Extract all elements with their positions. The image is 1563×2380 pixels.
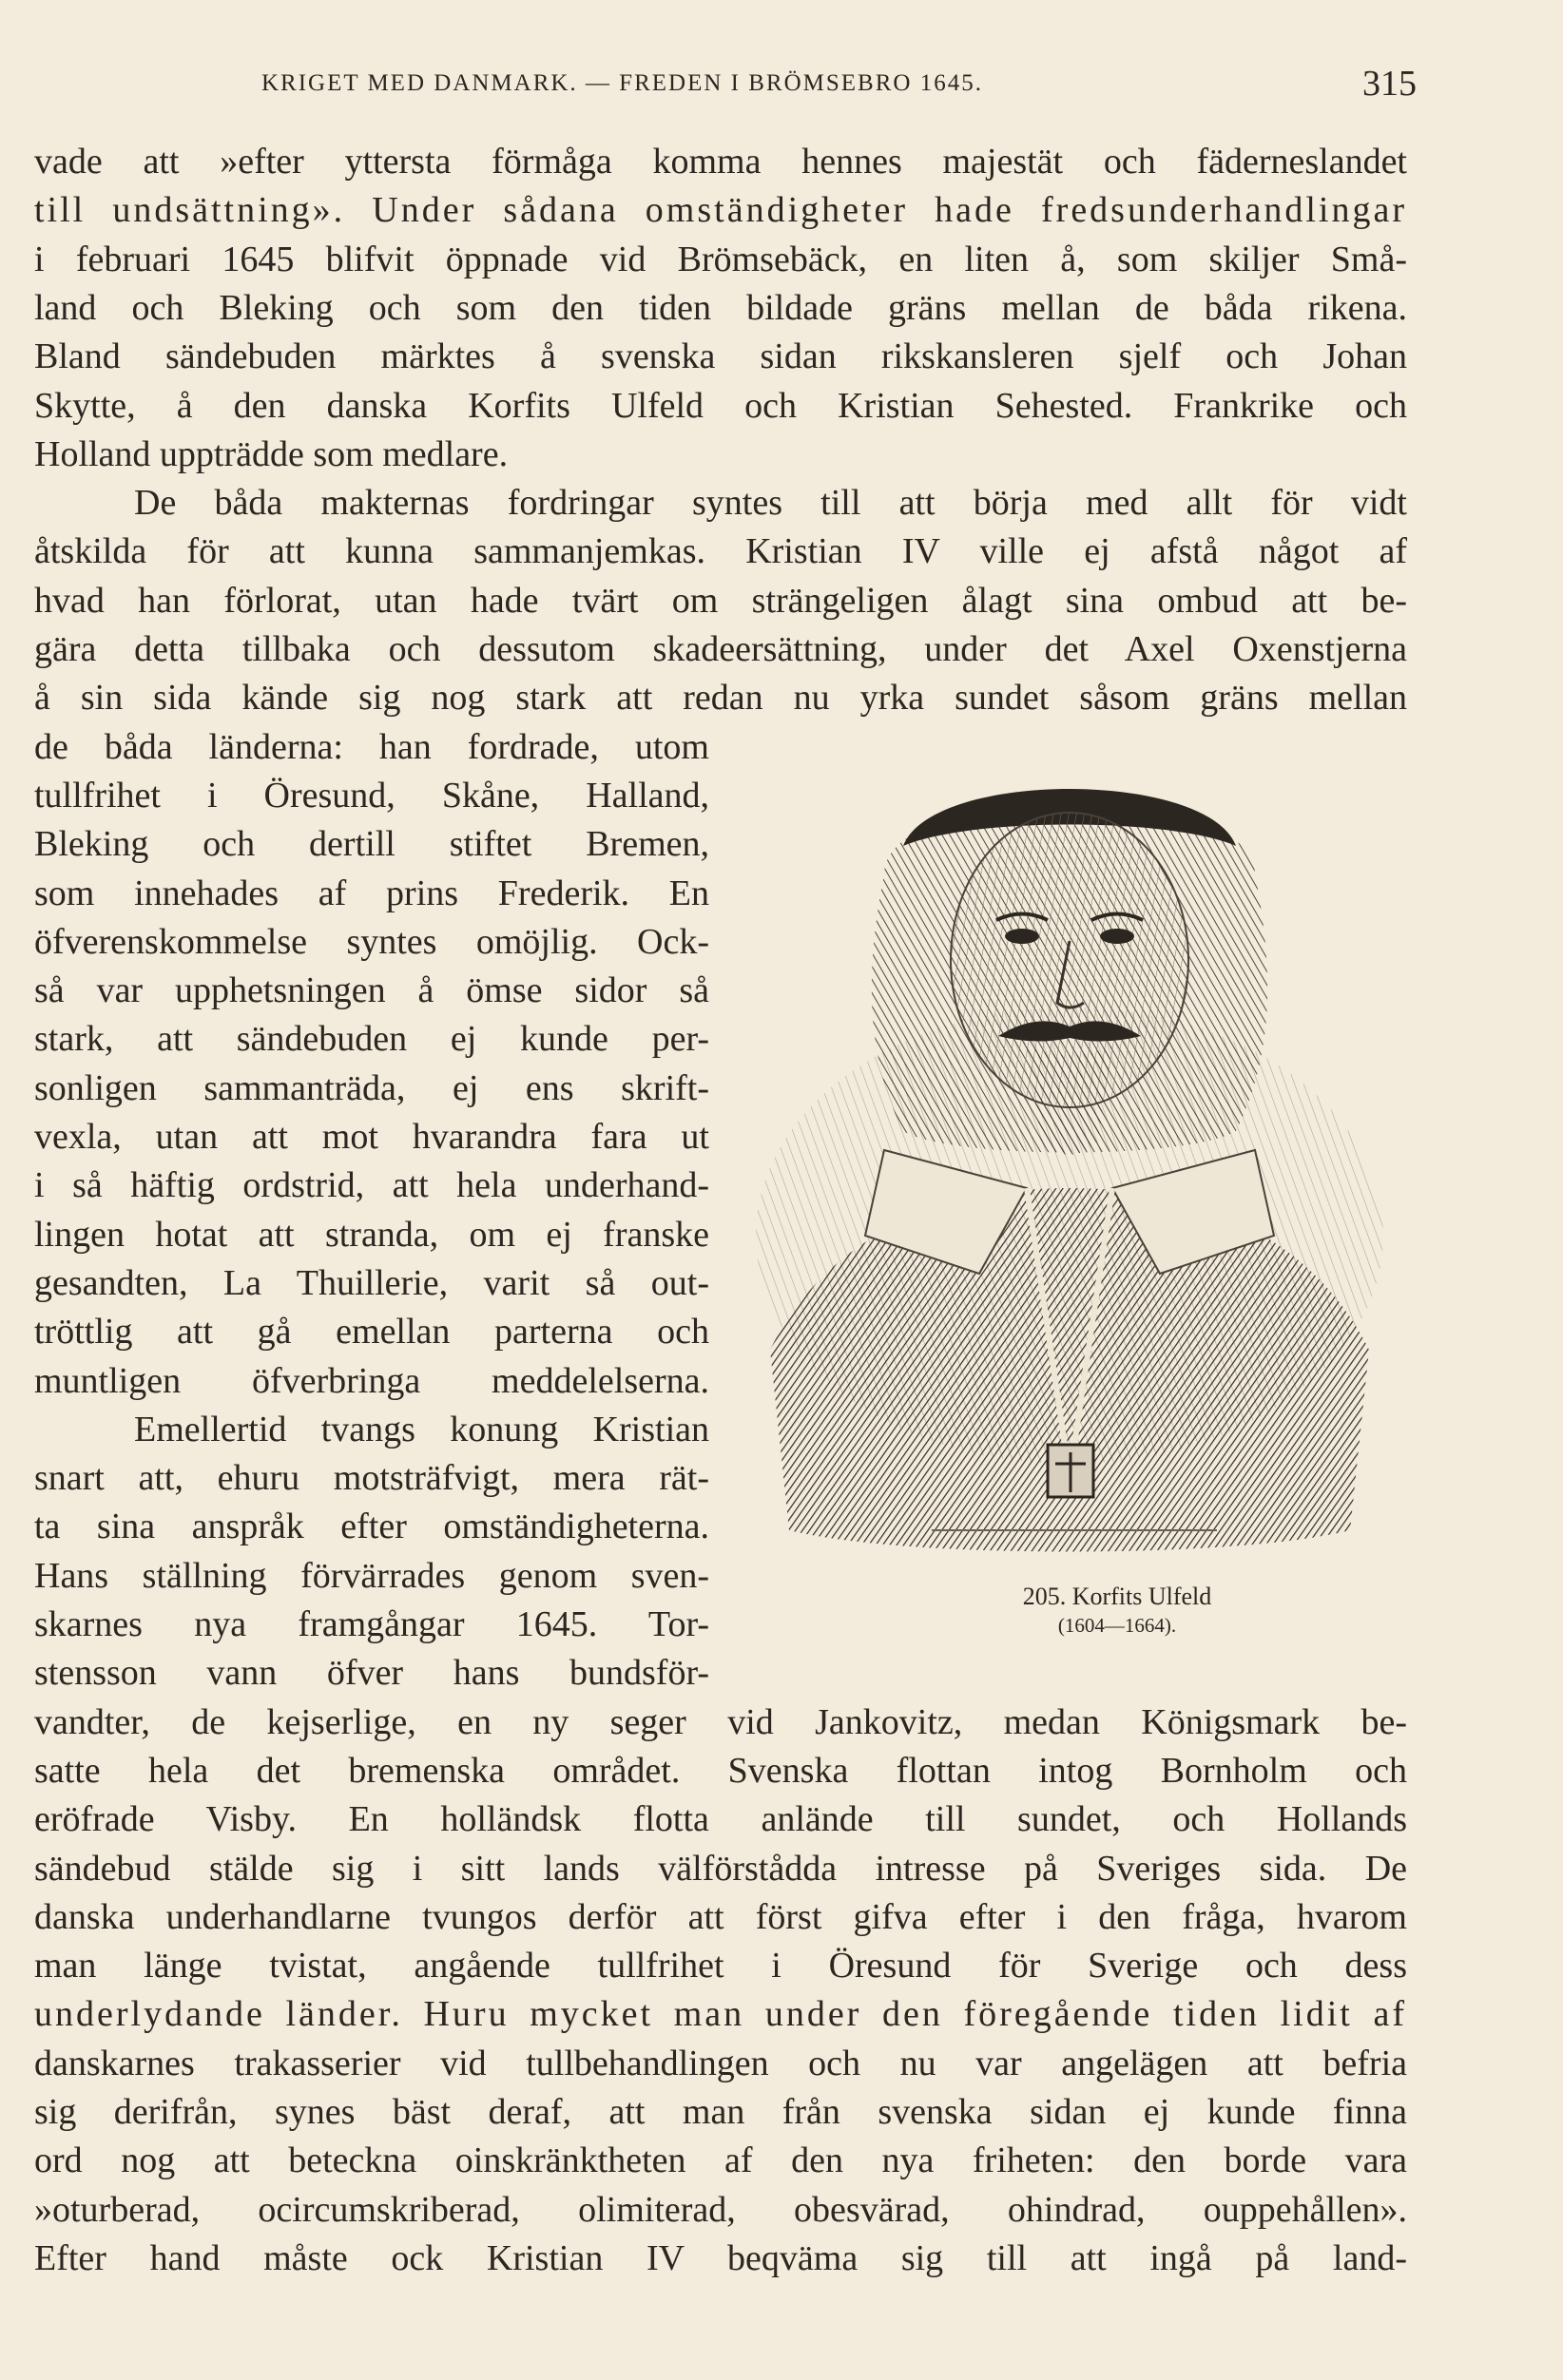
text-line: gesandten, La Thuillerie, varit så out- — [34, 1262, 709, 1303]
text-line: så var upphetsningen å ömse sidor så — [34, 970, 709, 1011]
text-line: danska underhandlarne tvungos derför att först gifva efter i den fråga, hvarom — [34, 1896, 1407, 1937]
text-line: åtskilda för att kunna sammanjemkas. Kristian IV ville ej afstå något af — [34, 531, 1407, 572]
text-line: land och Bleking och som den tiden bildade gräns mellan de båda rikena. — [34, 287, 1407, 328]
text-line: öfverenskommelse syntes omöjlig. Ock- — [34, 921, 709, 962]
text-line: underlydande länder. Huru mycket man under den föregående tiden lidit af — [34, 1994, 1407, 2035]
text-line: tröttlig att gå emellan parterna och — [34, 1312, 709, 1353]
caption-title: 205. Korfits Ulfeld — [1022, 1583, 1212, 1610]
text-line: ta sina anspråk efter omständigheterna. — [34, 1507, 709, 1547]
portrait-figure — [742, 741, 1398, 1597]
text-line: i så häftig ordstrid, att hela underhand- — [34, 1165, 709, 1206]
text-line: till undsättning». Under sådana omständigheter hade fredsunderhandlingar — [34, 190, 1407, 231]
text-line: stark, att sändebuden ej kunde per- — [34, 1019, 709, 1060]
page-header — [261, 57, 1417, 114]
text-line: sonligen sammanträda, ej ens skrift- — [34, 1067, 709, 1108]
text-line: Bleking och dertill stiftet Bremen, — [34, 824, 709, 865]
text-line: lingen hotat att stranda, om ej franske — [34, 1214, 709, 1255]
text-line: eröfrade Visby. En holländsk flotta anlände till sundet, och Hollands — [34, 1799, 1407, 1840]
page-number: 315 — [1362, 64, 1417, 104]
text-line: som innehades af prins Frederik. En — [34, 873, 709, 913]
text-line: danskarnes trakasserier vid tullbehandlingen och nu var angelägen att befria — [34, 2043, 1407, 2083]
text-line: hvad han förlorat, utan hade tvärt om strängeligen ålagt sina ombud att be- — [34, 580, 1407, 621]
portrait-engraving — [742, 741, 1398, 1597]
text-line: Bland sändebuden märktes å svenska sidan rikskansleren sjelf och Johan — [34, 336, 1407, 377]
text-line: sändebud stälde sig i sitt lands välförstådda intresse på Sveriges sida. De — [34, 1848, 1407, 1889]
text-line: Hans ställning förvärrades genom sven- — [34, 1555, 709, 1596]
text-line: vandter, de kejserlige, en ny seger vid Jankovitz, medan Königsmark be- — [34, 1701, 1407, 1742]
text-line: sig derifrån, synes bäst deraf, att man från svenska sidan ej kunde finna — [34, 2092, 1407, 2132]
running-title: KRIGET MED DANMARK. — FREDEN I BRÖMSEBRO 1645. — [261, 70, 983, 96]
text-line: Skytte, å den danska Korfits Ulfeld och Kristian Sehested. Frankrike och — [34, 385, 1407, 426]
text-line: snart att, ehuru motsträfvigt, mera rät- — [34, 1458, 709, 1499]
text-line: gära detta tillbaka och dessutom skadeersättning, under det Axel Oxenstjerna — [34, 629, 1407, 669]
text-line: Emellertid tvangs konung Kristian — [134, 1409, 709, 1449]
text-line: skarnes nya framgångar 1645. Tor- — [34, 1604, 709, 1644]
text-line: De båda makternas fordringar syntes till att börja med allt för vidt — [134, 483, 1407, 524]
text-line: Efter hand måste ock Kristian IV beqväma sig till att ingå på land- — [34, 2237, 1407, 2278]
text-line: stensson vann öfver hans bundsför- — [34, 1653, 709, 1694]
text-line: vexla, utan att mot hvarandra fara ut — [34, 1117, 709, 1157]
text-line: satte hela det bremenska området. Svenska flottan intog Bornholm och — [34, 1750, 1407, 1791]
figure-caption — [927, 1583, 1307, 1640]
text-line: muntligen öfverbringa meddelelserna. — [34, 1360, 709, 1401]
text-line: vade att »efter yttersta förmåga komma hennes majestät och fäderneslandet — [34, 142, 1407, 182]
text-line: »oturberad, ocircumskriberad, olimiterad, obesvärad, ohindrad, ouppehållen». — [34, 2189, 1407, 2230]
text-line: å sin sida kände sig nog stark att redan nu yrka sundet såsom gräns mellan — [34, 678, 1407, 719]
text-line: man länge tvistat, angående tullfrihet i Öresund för Sverige och dess — [34, 1946, 1407, 1987]
text-line: de båda länderna: han fordrade, utom — [34, 726, 709, 767]
text-line: ord nog att beteckna oinskränktheten af den nya friheten: den borde vara — [34, 2140, 1407, 2181]
text-line: i februari 1645 blifvit öppnade vid Brömsebäck, en liten å, som skiljer Små- — [34, 239, 1407, 279]
text-line: Holland uppträdde som medlare. — [34, 433, 509, 474]
text-line: tullfrihet i Öresund, Skåne, Halland, — [34, 775, 709, 816]
caption-dates: (1604—1664). — [1057, 1614, 1177, 1637]
